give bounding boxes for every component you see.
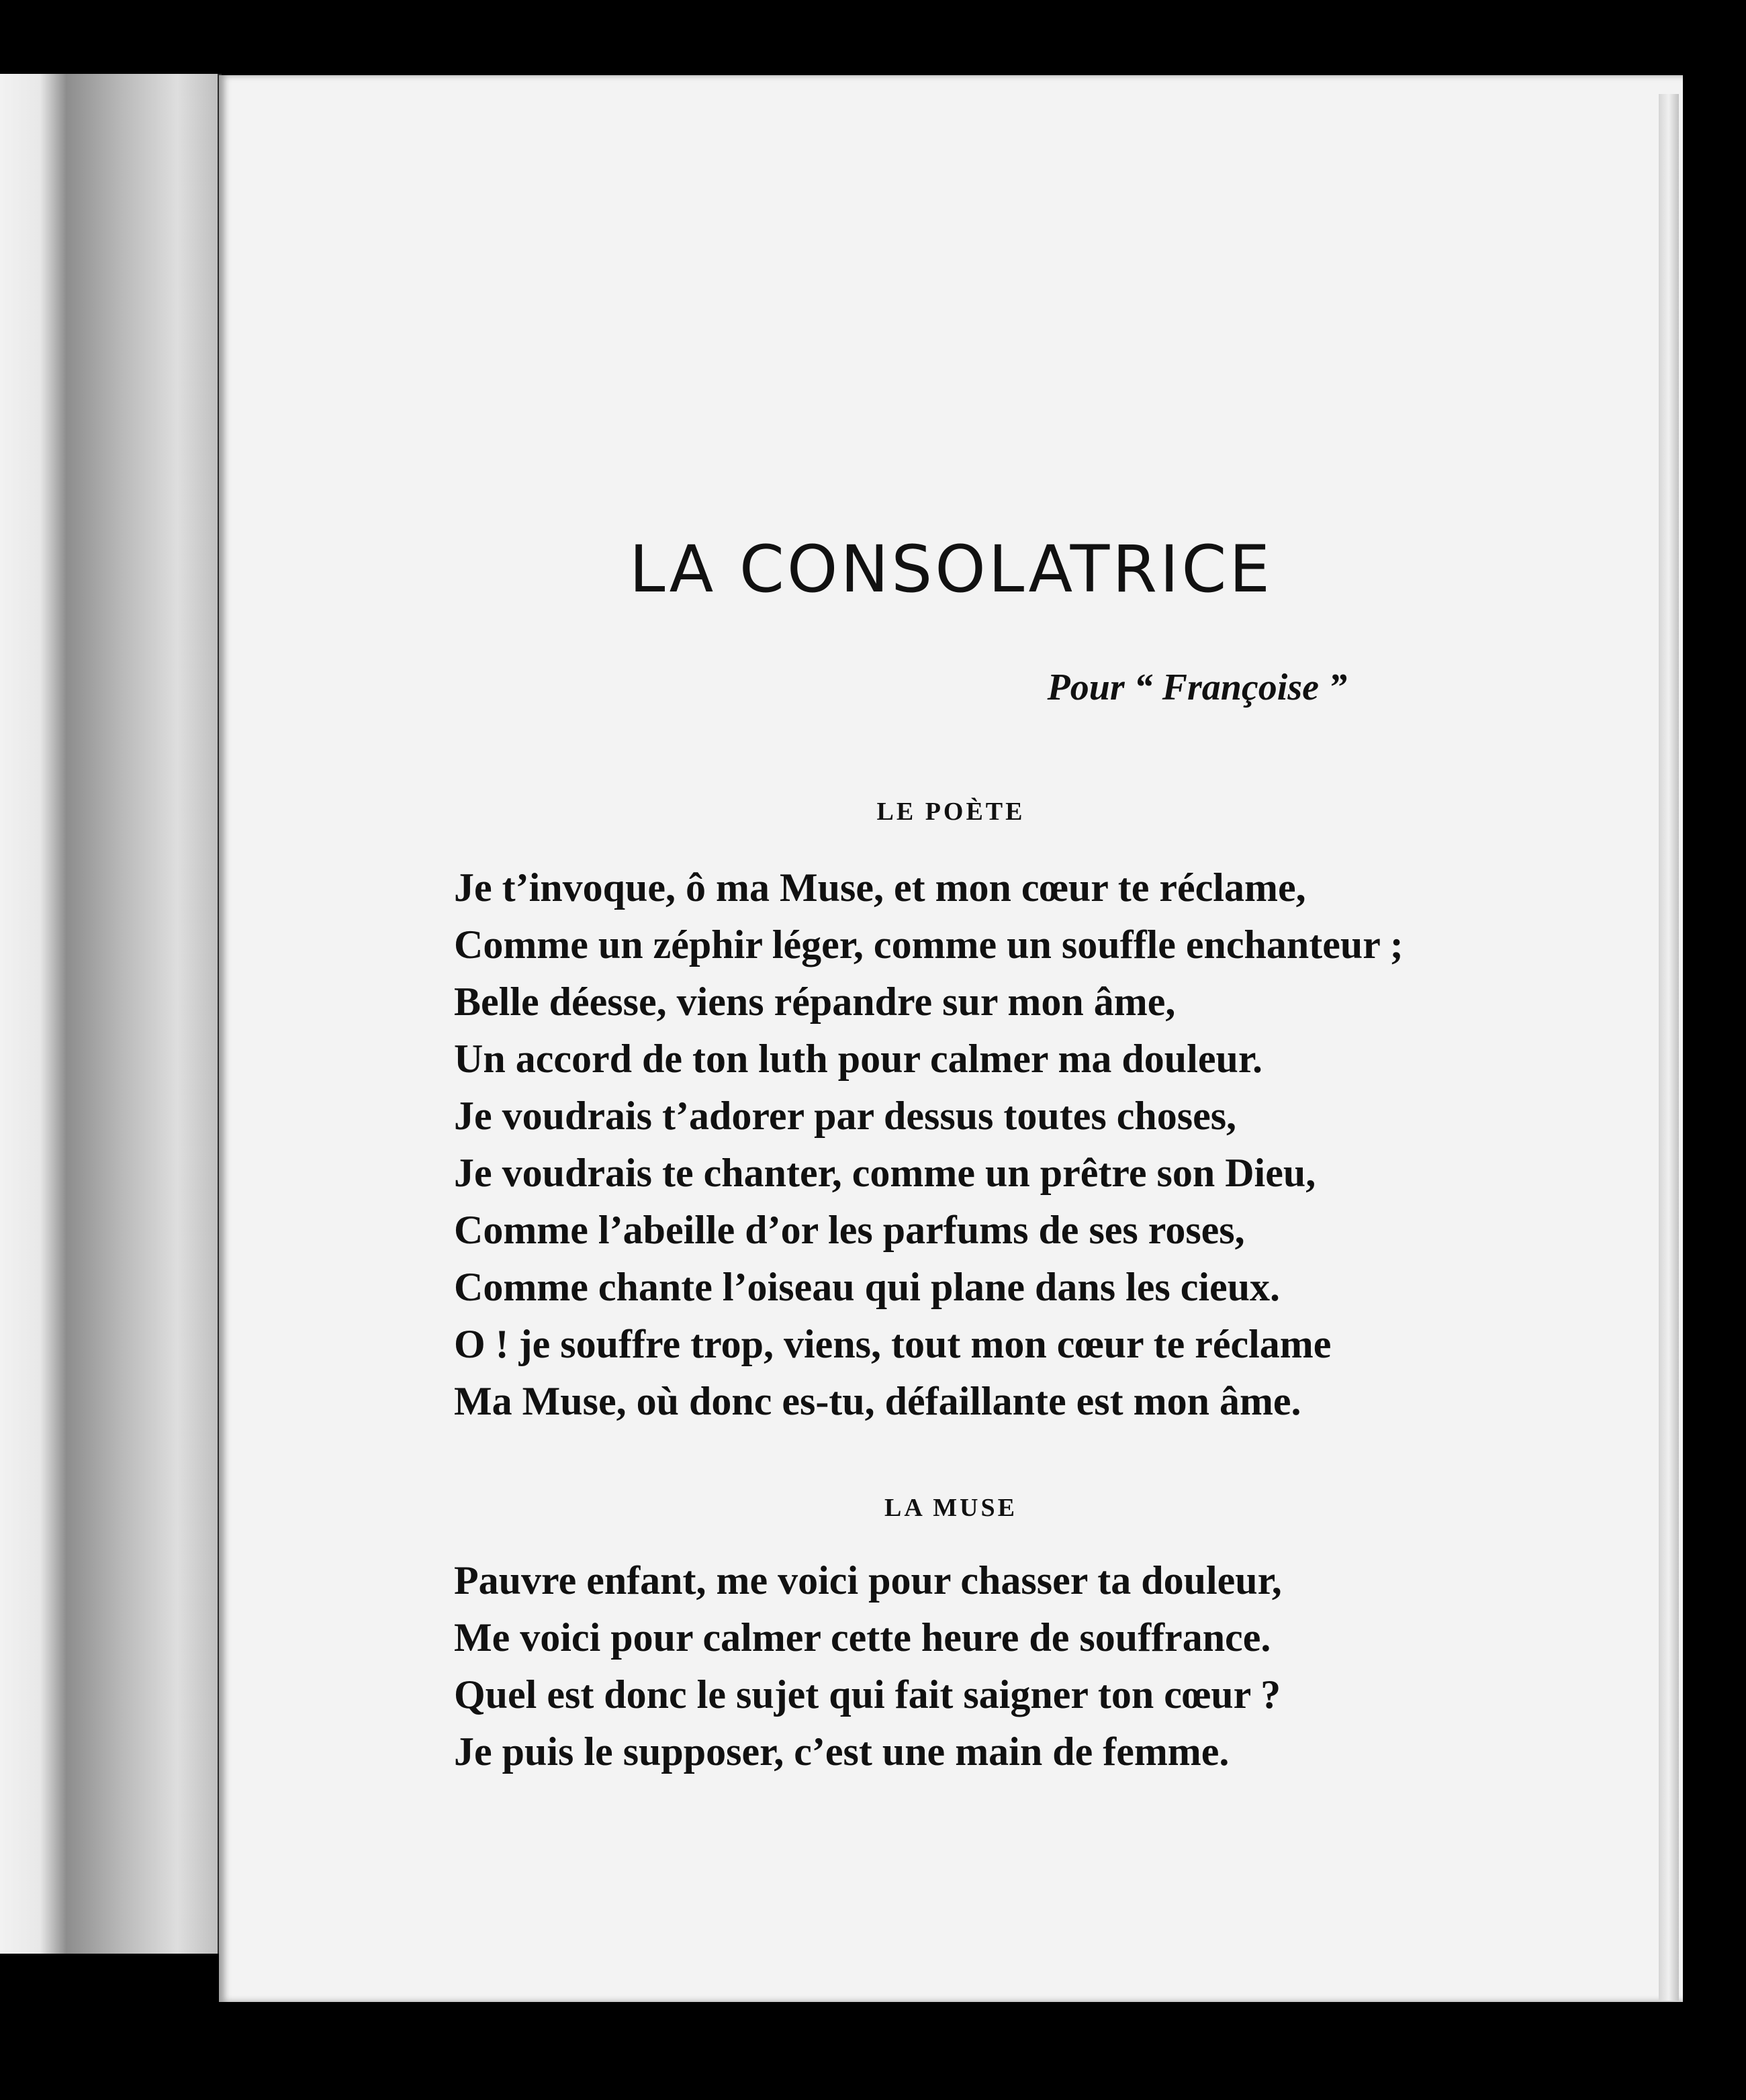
book-page: [219, 75, 1683, 2002]
verse-line: Je puis le supposer, c’est une main de femme.: [454, 1729, 1230, 1774]
verse-line: Me voici pour calmer cette heure de souffrance.: [454, 1615, 1271, 1660]
stanza-poet: [454, 859, 1404, 1430]
verse-line: Je voudrais t’adorer par dessus toutes choses,: [454, 1094, 1237, 1138]
verse-line: Comme chante l’oiseau qui plane dans les cieux.: [454, 1265, 1281, 1309]
verse-line: Je voudrais te chanter, comme un prêtre son Dieu,: [454, 1151, 1316, 1195]
verse-line: Comme un zéphir léger, comme un souffle enchanteur ;: [454, 922, 1404, 967]
verse-line: Quel est donc le sujet qui fait saigner ton cœur ?: [454, 1672, 1281, 1717]
verse-line: Pauvre enfant, me voici pour chasser ta douleur,: [454, 1558, 1282, 1603]
stanza-muse: [454, 1552, 1282, 1780]
speaker-heading-poet: LE POÈTE: [876, 798, 1025, 826]
page-edge: [1659, 94, 1679, 2001]
verse-line: Ma Muse, où donc es-tu, défaillante est mon âme.: [454, 1379, 1301, 1423]
previous-page-edge: [0, 74, 222, 1954]
verse-line: O ! je souffre trop, viens, tout mon cœur te réclame: [454, 1322, 1332, 1366]
verse-line: Un accord de ton luth pour calmer ma douleur.: [454, 1037, 1262, 1081]
verse-line: Belle déesse, viens répandre sur mon âme,: [454, 980, 1176, 1024]
dedication: Pour “ Françoise ”: [1047, 667, 1347, 708]
poem-title: LA CONSOLATRICE: [629, 532, 1273, 607]
verse-line: Comme l’abeille d’or les parfums de ses roses,: [454, 1208, 1245, 1252]
speaker-heading-muse: LA MUSE: [884, 1494, 1017, 1522]
verse-line: Je t’invoque, ô ma Muse, et mon cœur te réclame,: [454, 865, 1306, 910]
